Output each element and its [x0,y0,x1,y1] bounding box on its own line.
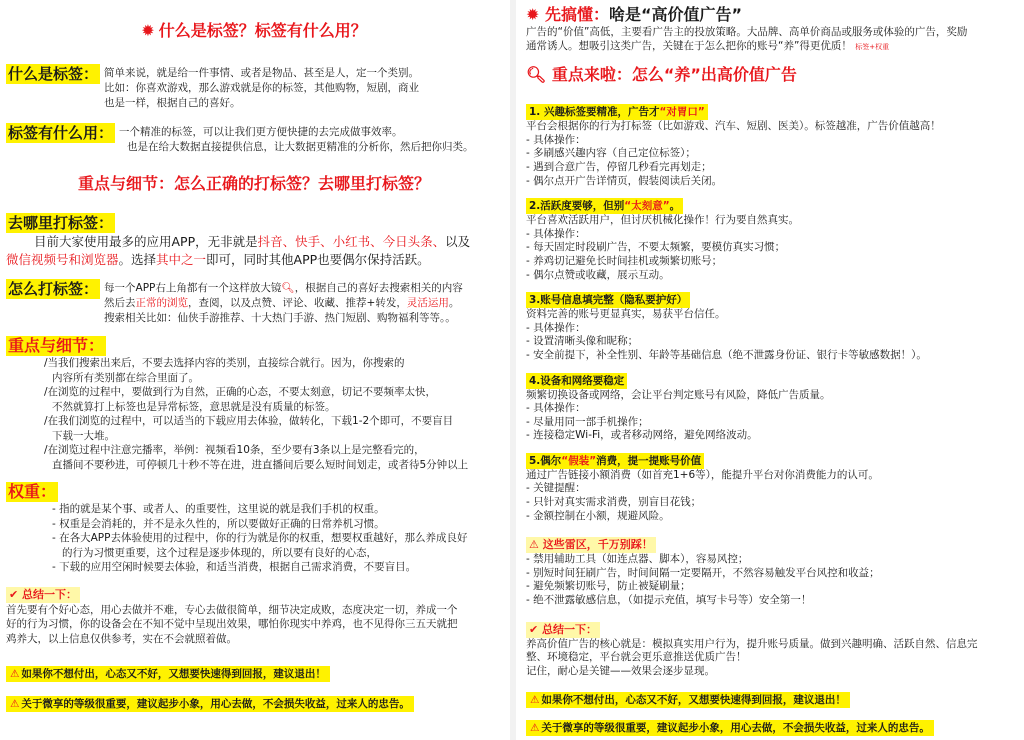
warning-icon: ⚠ [530,694,540,707]
search-icon: 🔍︎ [526,65,552,85]
warning-icon: ⚠ [10,698,20,710]
detail-heading: 重点与细节： [8,336,105,355]
what-is-label-section [6,64,502,111]
detail-section [6,336,502,472]
left-summary-text: 首先要有个好心态，用心去做并不难，专心去做很简单，细节决定成败，态度决定一切，养成一个 好的行为习惯，你的设备会在不知不觉中呈现出效果，哪怕你现实中养鸡，也不见得你三五天就把 鸡养大，以上信息仅供参考，实在不会就照着做。 [6,603,458,645]
what-is-label-heading: 什么是标签： [8,65,99,83]
left-title-1: ✹ 什么是标签？标签有什么用？ [141,21,367,40]
right-column [512,0,1024,740]
how-text: 每一个APP右上角都有一个这样放大镜🔍︎，根据自己的喜好去搜索相关的内容 然后去正常的浏览，查阅，以及点赞、评论、收藏、推荐+转发，灵活运用。 搜索相关比如：仙侠手游推荐、十大热门手游、热门短剧、购物福利等等。。 [104,282,463,324]
detail-list: /当我们搜索出来后，不要去选择内容的类别，直接综合就行。因为，你搜索的 内容所有类别都在综合里面了。 /在浏览的过程中，要做到行为自然，正确的心态，不要太刻意，切记不要频率太快， 不然就算打上标签也是异常标签，意思就是没有质量的标签。 /在我们浏览的过程中，可以适当的下载应用去体验，做转化，下载1-2个即可，不要盲目 下载一大堆。 /在浏览过程中注意完播率，举例：视频看10条，至少要有3条以上是完整看完的， 直播间不要秒进，可停顿几十秒不等在进，进直播间后要么短时间划走，或者待5分钟以上 [44,357,469,471]
warning-icon: ⚠ [529,538,543,552]
where-section [6,213,502,269]
minefield-section: ⚠ 这些雷区，千万别踩！ - 禁用辅助工具（如连点器、脚本），容易风控； - 别短时间狂刷广告，时间间隔一定要隔开，不然容易触发平台风控和收益； - 避免频繁切账号，防止被疑刷量； - 绝不泄露敏感信息，（如提示充值，填写卡号等）安全第一！ [526,538,880,607]
section-4: 4.设备和网络要稳定 频繁切换设备或网络，会让平台判定账号有风险，降低广告质量。 - 具体操作： - 尽量用同一部手机操作； - 连接稳定Wi-Fi，或者移动网络，避免网络波动。 [526,374,831,442]
left-title-2: 重点与细节：怎么正确的打标签？去哪里打标签？ [77,174,430,193]
where-heading: 去哪里打标签： [8,214,114,232]
left-summary-heading: ✔ 总结一下： [6,587,80,603]
right-summary-section: ✔ 总结一下： 养高价值广告的核心就是：模拟真实用户行为，提升账号质量。做到兴趣明确、活跃自然、信息完 整、环境稳定，平台就会更乐意推送优质广告！ 记住，耐心是关键——效果会逐步显现。 [526,622,978,677]
weight-heading: 权重： [8,482,57,501]
search-icon: 🔍︎ [281,282,295,294]
section-5: 5.偶尔“假装”消费，提一提账号价值 通过广告链接小额消费（如首充1+6等），能提升平台对你消费能力的认可。 - 关键提醒： - 只针对真实需求消费，别盲目花钱； - 金额控制在小额，规避风险。 [526,454,879,522]
how-section [6,279,502,326]
label-use-heading: 标签有什么用： [8,124,114,142]
what-is-label-text: 简单来说，就是给一件事情、或者是物品、甚至是人，定一个类别。 比如：你喜欢游戏，那么游戏就是你的标签，其他购物，短剧，商业 也是一样，根据自己的喜好。 [104,67,420,109]
intro-text: 广告的“价值”高低，主要看广告主的投放策略。大品牌、高单价商品或服务或体验的广告，奖励 通常诱人。想吸引这类广告，关键在于怎么把你的账号“养”得更优质！ 标签+权重 [526,26,968,52]
section-4-heading: 4.设备和网络要稳定 [526,373,627,389]
section-3: 3.账号信息填完整（隐私要护好） 资料完善的账号更显真实，易获平台信任。 - 具体操作： - 设置清晰头像和昵称； - 安全前提下，补全性别、年龄等基础信息（绝不泄露身份证、银行卡等敏感数据！）。 [526,294,927,361]
how-heading: 怎么打标签： [8,280,99,298]
left-warning-1: ⚠ 如果你不想付出，心态又不好，又想要快速得到回报，建议退出！ [6,662,502,682]
right-title-2: 🔍︎ 重点来啦：怎么“养”出高价值广告 [526,65,797,85]
right-summary-heading: ✔ 总结一下： [526,622,600,638]
warning-icon: ⚠ [10,668,20,680]
right-title-1: ✹ 先搞懂：啥是“高价值广告” [526,5,743,24]
maple-leaf-icon: ✹ [141,21,155,40]
weight-section [6,482,502,575]
label-use-section [6,123,502,155]
section-2-heading: 2.活跃度要够，但别“太刻意”。 [526,198,683,214]
left-warning-2: ⚠ 关于微享的等级很重要，建议起步小象，用心去做，不会损失收益，过来人的忠告。 [6,692,502,712]
maple-leaf-icon: ✹ [526,5,545,24]
weight-list: - 指的就是某个事、或者人、的重要性，这里说的就是我们手机的权重。 - 权重是会消耗的，并不是永久性的，所以要做好正确的日常养机习惯。 - 在各大APP去体验使用的过程中，你的行为就是你的权重，想要权重越好，那么养成良好 的行为习惯更重要，这个过程是逐步体现的，所以要有良好的心态， - 下载的应用空闲时候要去体验，和适当消费，根据自己需求消费，不要盲目。 [52,503,468,573]
section-1-heading: 1. 兴趣标签要精准，广告才“对胃口” [526,104,708,120]
check-icon: ✔ [529,622,543,636]
check-icon: ✔ [9,587,23,601]
right-warning-2: ⚠ 关于微享的等级很重要，建议起步小象，用心去做，不会损失收益，过来人的忠告。 [526,716,1014,736]
section-5-heading: 5.偶尔“假装”消费，提一提账号价值 [526,453,704,469]
section-3-heading: 3.账号信息填完整（隐私要护好） [526,292,690,308]
minefield-heading: ⚠ 这些雷区，千万别踩！ [526,537,656,553]
right-warning-1: ⚠ 如果你不想付出，心态又不好，又想要快速得到回报，建议退出！ [526,688,1014,708]
where-text: 目前大家使用最多的应用APP，无非就是抖音、快手、小红书、今日头条、以及 微信视频号和浏览器。选择其中之一即可，同时其他APP也要偶尔保持活跃。 [6,234,471,267]
section-2: 2.活跃度要够，但别“太刻意”。 平台喜欢活跃用户，但讨厌机械化操作！行为要自然真实。 - 具体操作： - 每天固定时段刷广告，不要太频繁，要模仿真实习惯； - 养鸡切记避免长时间挂机或频繁切账号； - 偶尔点赞或收藏，展示互动。 [526,200,799,281]
left-summary-section [6,583,502,647]
warning-icon: ⚠ [530,722,540,735]
label-use-text: 一个精准的标签，可以让我们更方便快捷的去完成做事效率。 也是在给大数据直接提供信息，让大数据更精准的分析你，然后把你归类。 [119,126,474,153]
section-1: 1. 兴趣标签要精准，广告才“对胃口” 平台会根据你的行为打标签（比如游戏、汽车、短剧、医美）。标签越准，广告价值越高！ - 具体操作： - 多刷感兴趣内容（自己定位标签）； - 遇到合意广告，停留几秒看完再划走； - 偶尔点开广告详情页，假装阅读后关闭。 [526,106,941,187]
